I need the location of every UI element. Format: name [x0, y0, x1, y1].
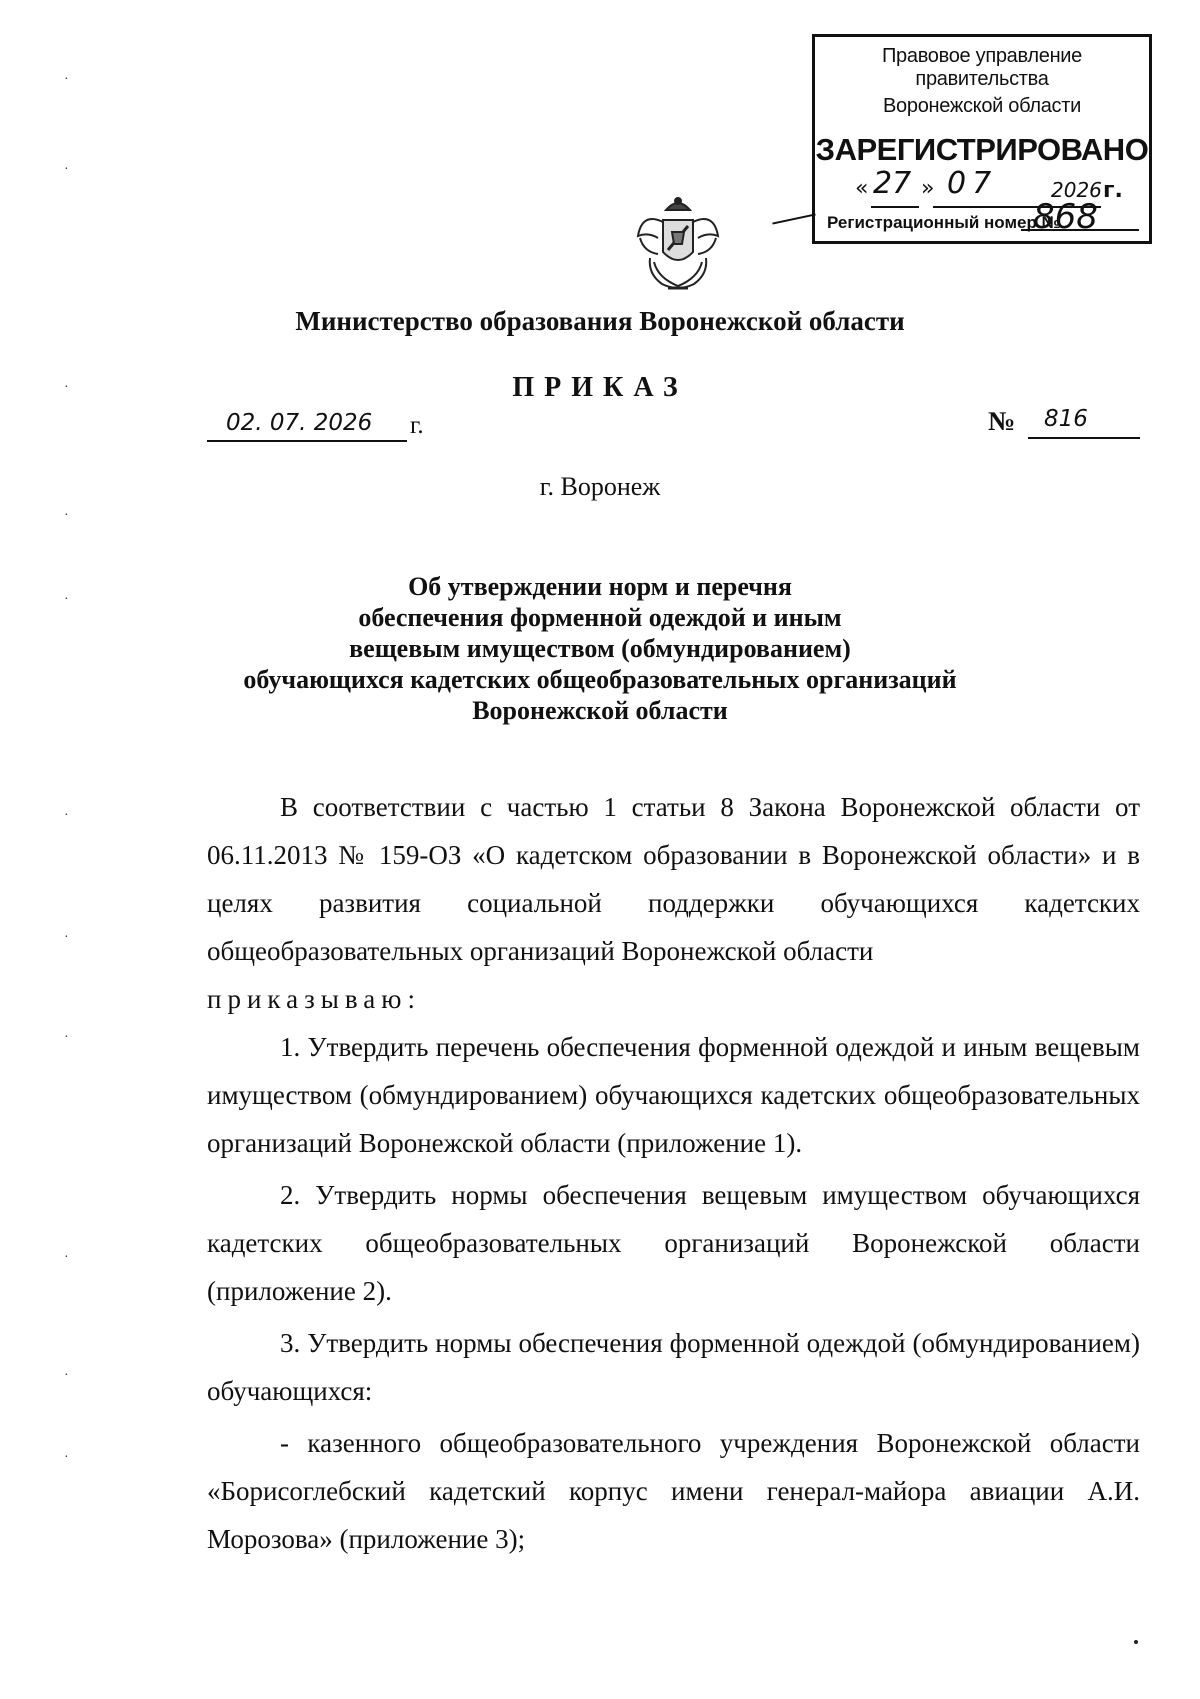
- item-3-sub-1-paragraph: - казенного общеобразовательного учреждения Воронежской области «Борисоглебский кадетский корпус имени генерал-майора авиации А.И. Морозова» (приложение 3);: [207, 1428, 1140, 1554]
- stamp-reg-number: 868: [1033, 197, 1098, 237]
- stamp-authority-line2: Воронежской области: [883, 95, 1081, 117]
- order-body: [207, 783, 1140, 1563]
- intro-paragraph: В соответствии с частью 1 статьи 8 Закона Воронежской области от 06.11.2013 № 159-ОЗ «О кадетском образовании в Воронежской области» и в целях развития социальной поддержки обучающихся кадетских общеобразовательных организаций Воронежской области: [207, 792, 1140, 966]
- heading-line: Об утверждении норм и перечня: [408, 572, 792, 601]
- stamp-year-suffix: г.: [1103, 178, 1123, 203]
- order-date: 02. 07. 2026: [226, 410, 373, 436]
- item-2-paragraph: 2. Утвердить нормы обеспечения вещевым имуществом обучающихся кадетских общеобразовательных организаций Воронежской области (приложение 2).: [207, 1180, 1140, 1306]
- stamp-reg-number-underline: [1021, 229, 1139, 231]
- stamp-year: 2026: [1051, 178, 1102, 202]
- stamp-day: 27: [873, 166, 912, 201]
- scan-margin-mark: ·: [64, 1368, 69, 1383]
- scan-margin-mark: ·: [64, 508, 69, 523]
- scan-speck: [1134, 1640, 1138, 1644]
- order-word: приказываю:: [207, 984, 421, 1014]
- scan-margin-mark: ·: [64, 162, 69, 177]
- scan-margin-mark: ·: [64, 72, 69, 87]
- stamp-reg-number-label: Регистрационный номер №: [827, 213, 1061, 232]
- scan-margin-mark: ·: [64, 930, 69, 945]
- scan-margin-mark: ·: [64, 808, 69, 823]
- stamp-quote-close: »: [921, 176, 935, 201]
- heading-line: обеспечения форменной одеждой и иным: [358, 603, 842, 632]
- order-number: 816: [1044, 406, 1088, 432]
- coat-of-arms-icon: [628, 192, 728, 296]
- stamp-date-row: [815, 166, 1149, 212]
- item-1-paragraph: 1. Утвердить перечень обеспечения форменной одеждой и иным вещевым имуществом (обмундированием) обучающихся кадетских общеобразовательных организаций Воронежской области (приложение 1).: [207, 1032, 1140, 1158]
- heading-line: Воронежской области: [472, 696, 728, 725]
- stamp-quote-open: «: [855, 176, 869, 201]
- stamp-authority-line1: Правовое управление правительства: [881, 45, 1083, 90]
- order-number-label: №: [988, 406, 1016, 436]
- order-heading: [0, 571, 1200, 726]
- registration-stamp: [812, 34, 1152, 244]
- order-title: ПРИКАЗ: [512, 372, 688, 403]
- stamp-registered-label: ЗАРЕГИСТРИРОВАНО: [815, 132, 1149, 167]
- scan-margin-mark: ·: [64, 1250, 69, 1265]
- order-date-underline: [207, 440, 407, 442]
- stamp-pointer-line: [772, 213, 815, 224]
- heading-line: обучающихся кадетских общеобразовательных организаций: [243, 665, 957, 694]
- ministry-name: Министерство образования Воронежской области: [295, 306, 905, 336]
- scan-margin-mark: ·: [64, 1450, 69, 1465]
- heading-line: вещевым имуществом (обмундированием): [349, 634, 851, 663]
- order-number-underline: [1028, 437, 1140, 439]
- order-date-suffix: г.: [410, 412, 424, 439]
- scan-margin-mark: ·: [64, 592, 69, 607]
- item-3-paragraph: 3. Утвердить нормы обеспечения форменной одеждой (обмундированием) обучающихся:: [207, 1328, 1140, 1406]
- scan-margin-mark: ·: [64, 380, 69, 395]
- city-line: г. Воронеж: [539, 472, 661, 501]
- stamp-day-underline: [871, 206, 919, 208]
- stamp-month: 07: [947, 166, 998, 201]
- scan-margin-mark: ·: [64, 1030, 69, 1045]
